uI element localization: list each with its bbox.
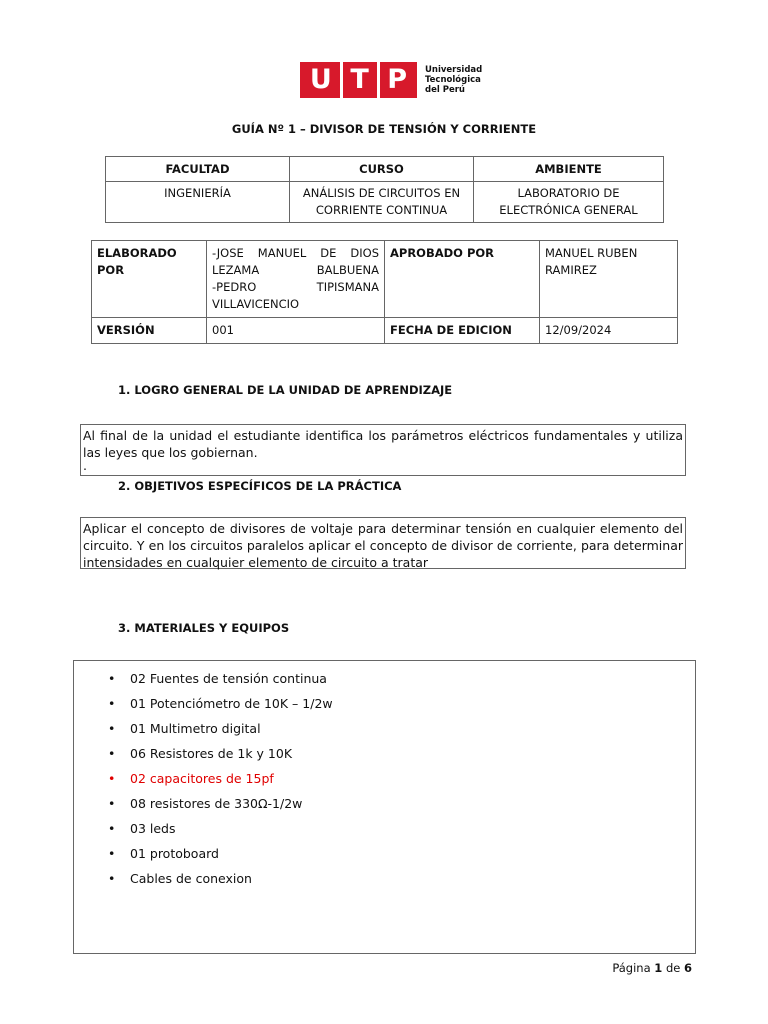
learning-outcome-box bbox=[80, 424, 686, 476]
materials-box bbox=[73, 660, 696, 954]
date-label: FECHA DE EDICION bbox=[385, 318, 540, 344]
approver-cell bbox=[540, 241, 678, 318]
material-label: 02 Fuentes de tensión continua bbox=[130, 671, 327, 686]
section-heading-2: 2. OBJETIVOS ESPECÍFICOS DE LA PRÁCTICA bbox=[118, 479, 402, 493]
list-item bbox=[108, 791, 333, 816]
logo-separator bbox=[340, 62, 343, 98]
authors-cell bbox=[207, 241, 385, 318]
logo-letter-u: U bbox=[309, 64, 332, 95]
logo-line-2: Tecnológica bbox=[425, 75, 481, 85]
list-item bbox=[108, 716, 333, 741]
table-header-row bbox=[106, 157, 664, 182]
version-value: 001 bbox=[207, 318, 385, 344]
logo-letter-t: T bbox=[350, 64, 369, 95]
bullet-icon: • bbox=[108, 746, 116, 761]
logo-letter-p: P bbox=[387, 64, 408, 95]
learning-outcome-text: Al final de la unidad el estudiante identifica los parámetros eléctricos fundamentales y utiliza las leyes que los gobiernan. bbox=[83, 428, 683, 460]
list-item bbox=[108, 741, 333, 766]
bullet-icon: • bbox=[108, 721, 116, 736]
of-word: de bbox=[665, 961, 681, 975]
environment-value bbox=[474, 182, 664, 223]
current-page: 1 bbox=[654, 961, 663, 975]
approver-line-2: RAMIREZ bbox=[545, 263, 597, 277]
approver-line-1: MANUEL RUBEN bbox=[545, 246, 638, 260]
material-label: 01 Multimetro digital bbox=[130, 721, 261, 736]
utp-logo-mark bbox=[300, 62, 417, 98]
list-item bbox=[108, 766, 333, 791]
table-row bbox=[92, 318, 678, 344]
material-label: 01 Potenciómetro de 10K – 1/2w bbox=[130, 696, 333, 711]
author-1-line-2: LEZAMA BALBUENA bbox=[212, 263, 379, 277]
list-item bbox=[108, 841, 333, 866]
material-label: Cables de conexion bbox=[130, 871, 252, 886]
course-line-1: ANÁLISIS DE CIRCUITOS EN bbox=[302, 186, 461, 200]
objectives-box bbox=[80, 517, 686, 569]
author-2-line-1: -PEDRO TIPISMANA bbox=[212, 280, 379, 294]
version-label: VERSIÓN bbox=[92, 318, 207, 344]
logo-line-3: del Perú bbox=[425, 85, 465, 95]
logo-line-1: Universidad bbox=[425, 65, 483, 75]
page-word: Página bbox=[612, 961, 651, 975]
material-label: 03 leds bbox=[130, 821, 176, 836]
material-label: 01 protoboard bbox=[130, 846, 219, 861]
section-heading-1: 1. LOGRO GENERAL DE LA UNIDAD DE APRENDIZAJE bbox=[118, 383, 453, 397]
table-row bbox=[92, 241, 678, 318]
logo-wordmark bbox=[425, 65, 482, 95]
learning-outcome-dot: . bbox=[83, 458, 87, 473]
objectives-text: Aplicar el concepto de divisores de voltaje para determinar tensión en cualquier elemento del circuito. Y en los circuitos paralelos aplicar el concepto de divisor de corriente, para determinar intensidades en cualquier elemento de circuito a tratar bbox=[83, 521, 683, 570]
elaborated-label: ELABORADO POR bbox=[92, 241, 207, 318]
bullet-icon: • bbox=[108, 671, 116, 686]
document-title: GUÍA Nº 1 – DIVISOR DE TENSIÓN Y CORRIENTE bbox=[231, 122, 537, 136]
page-number bbox=[612, 961, 692, 975]
bullet-icon: • bbox=[108, 871, 116, 886]
material-label: 08 resistores de 330Ω-1/2w bbox=[130, 796, 303, 811]
bullet-icon: • bbox=[108, 771, 116, 786]
bullet-icon: • bbox=[108, 796, 116, 811]
approved-label: APROBADO POR bbox=[385, 241, 540, 318]
materials-list bbox=[108, 666, 333, 891]
faculty-text: INGENIERÍA bbox=[164, 186, 231, 200]
material-label: 06 Resistores de 1k y 10K bbox=[130, 746, 293, 761]
total-pages: 6 bbox=[683, 961, 692, 975]
bullet-icon: • bbox=[108, 846, 116, 861]
bullet-icon: • bbox=[108, 696, 116, 711]
faculty-value bbox=[106, 182, 290, 223]
authorship-table bbox=[91, 240, 678, 344]
course-info-table bbox=[105, 156, 664, 223]
environment-line-2: ELECTRÓNICA GENERAL bbox=[499, 203, 638, 217]
list-item bbox=[108, 666, 333, 691]
course-line-2: CORRIENTE CONTINUA bbox=[315, 203, 448, 217]
material-label: 02 capacitores de 15pf bbox=[130, 771, 274, 786]
course-value bbox=[290, 182, 474, 223]
bullet-icon: • bbox=[108, 821, 116, 836]
list-item bbox=[108, 866, 333, 891]
environment-line-1: LABORATORIO DE bbox=[517, 186, 620, 200]
author-1-line-1: -JOSE MANUEL DE DIOS bbox=[212, 246, 379, 260]
header-environment: AMBIENTE bbox=[474, 157, 664, 182]
header-course: CURSO bbox=[290, 157, 474, 182]
list-item bbox=[108, 816, 333, 841]
list-item bbox=[108, 691, 333, 716]
author-2-line-2: VILLAVICENCIO bbox=[212, 297, 300, 311]
logo-separator bbox=[377, 62, 380, 98]
header-faculty: FACULTAD bbox=[106, 157, 290, 182]
section-heading-3: 3. MATERIALES Y EQUIPOS bbox=[118, 621, 290, 635]
utp-logo bbox=[300, 62, 482, 98]
date-value: 12/09/2024 bbox=[540, 318, 678, 344]
table-row bbox=[106, 182, 664, 223]
